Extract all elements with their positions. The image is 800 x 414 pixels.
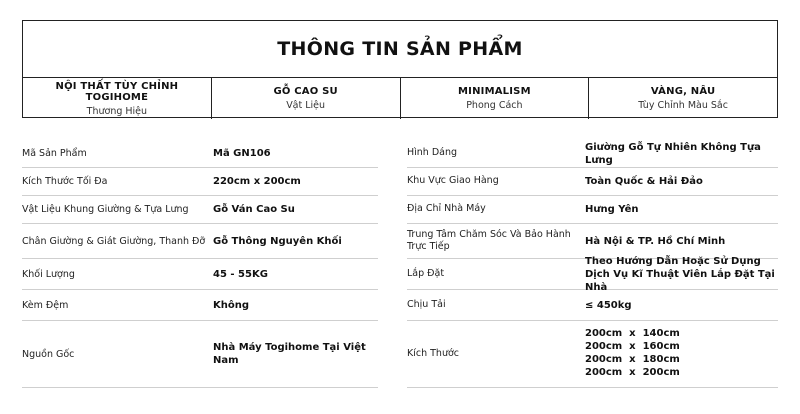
spec-label: Chịu Tải	[407, 298, 446, 310]
size-option: 200cm x 140cm	[585, 328, 680, 340]
spec-label: Địa Chỉ Nhà Máy	[407, 203, 486, 215]
spec-value: Không	[213, 299, 250, 311]
size-option: 200cm x 200cm	[585, 366, 680, 378]
spec-label: Lắp Đặt	[407, 267, 445, 279]
spec-value: Mã GN106	[213, 148, 271, 159]
spec-label: Trung Tâm Chăm Sóc Và Bảo Hành Trực Tiếp	[407, 228, 571, 252]
spec-value: Hưng Yên	[585, 204, 639, 215]
attribute-label: Vật Liệu	[286, 100, 326, 111]
spec-label: Nguồn Gốc	[22, 348, 75, 360]
attribute-style	[401, 78, 590, 119]
spec-label: Chân Giường & Giát Giường, Thanh Đỡ	[22, 235, 206, 247]
spec-label: Khối Lượng	[22, 268, 75, 280]
product-info-box	[22, 20, 778, 118]
spec-label: Mã Sản Phẩm	[22, 148, 87, 159]
size-option: 200cm x 160cm	[585, 341, 680, 353]
attribute-value: GỖ CAO SU	[273, 86, 338, 97]
spec-value: ≤ 450kg	[585, 299, 632, 311]
spec-row	[407, 168, 778, 196]
spec-label: Kèm Đệm	[22, 299, 69, 311]
spec-table	[22, 138, 778, 390]
spec-label: Khu Vực Giao Hàng	[407, 175, 499, 187]
spec-row	[22, 321, 378, 388]
spec-row	[407, 321, 778, 388]
attribute-label: Tùy Chỉnh Màu Sắc	[638, 100, 728, 111]
attribute-strip	[23, 78, 777, 119]
spec-row	[407, 255, 778, 293]
spec-row	[22, 224, 378, 259]
spec-label: Kích Thước Tối Đa	[22, 176, 108, 187]
attribute-brand	[23, 78, 212, 119]
spec-row	[22, 259, 378, 290]
spec-label: Vật Liệu Khung Giường & Tựa Lưng	[22, 204, 189, 215]
spec-value: Gỗ Thông Nguyên Khối	[213, 235, 342, 247]
attribute-value: MINIMALISM	[458, 86, 531, 97]
spec-row	[22, 290, 378, 321]
spec-value: Giường Gỗ Tự Nhiên Không Tựa Lưng	[585, 141, 761, 166]
spec-label: Kích Thước	[407, 347, 460, 359]
spec-row	[407, 196, 778, 224]
size-list	[585, 328, 680, 379]
spec-value: 220cm x 200cm	[213, 176, 301, 187]
spec-value: Toàn Quốc & Hải Đảo	[585, 176, 703, 187]
spec-value: Nhà Máy Togihome Tại Việt Nam	[213, 342, 366, 366]
spec-value: 45 - 55KG	[213, 268, 268, 280]
attribute-value: VÀNG, NÂU	[650, 86, 716, 97]
spec-value: Gỗ Ván Cao Su	[213, 204, 295, 215]
attribute-label: Thương Hiệu	[86, 105, 148, 117]
attribute-value: NỘI THẤT TÙY CHỈNH TOGIHOME	[55, 80, 179, 103]
size-option: 200cm x 180cm	[585, 354, 680, 365]
page-title: THÔNG TIN SẢN PHẨM	[23, 21, 777, 78]
spec-value: Hà Nội & TP. Hồ Chí Minh	[585, 235, 726, 247]
attribute-color	[589, 78, 777, 119]
spec-label: Hình Dáng	[407, 147, 458, 159]
spec-value: Theo Hướng Dẫn Hoặc Sử Dụng Dịch Vụ Kĩ Thuật Viên Lắp Đặt Tại Nhà	[585, 255, 775, 293]
attribute-label: Phong Cách	[466, 100, 523, 111]
spec-row	[407, 290, 778, 321]
spec-row	[407, 140, 778, 168]
spec-row	[22, 140, 378, 168]
attribute-material	[212, 78, 401, 119]
spec-row	[22, 196, 378, 224]
spec-row	[22, 168, 378, 196]
